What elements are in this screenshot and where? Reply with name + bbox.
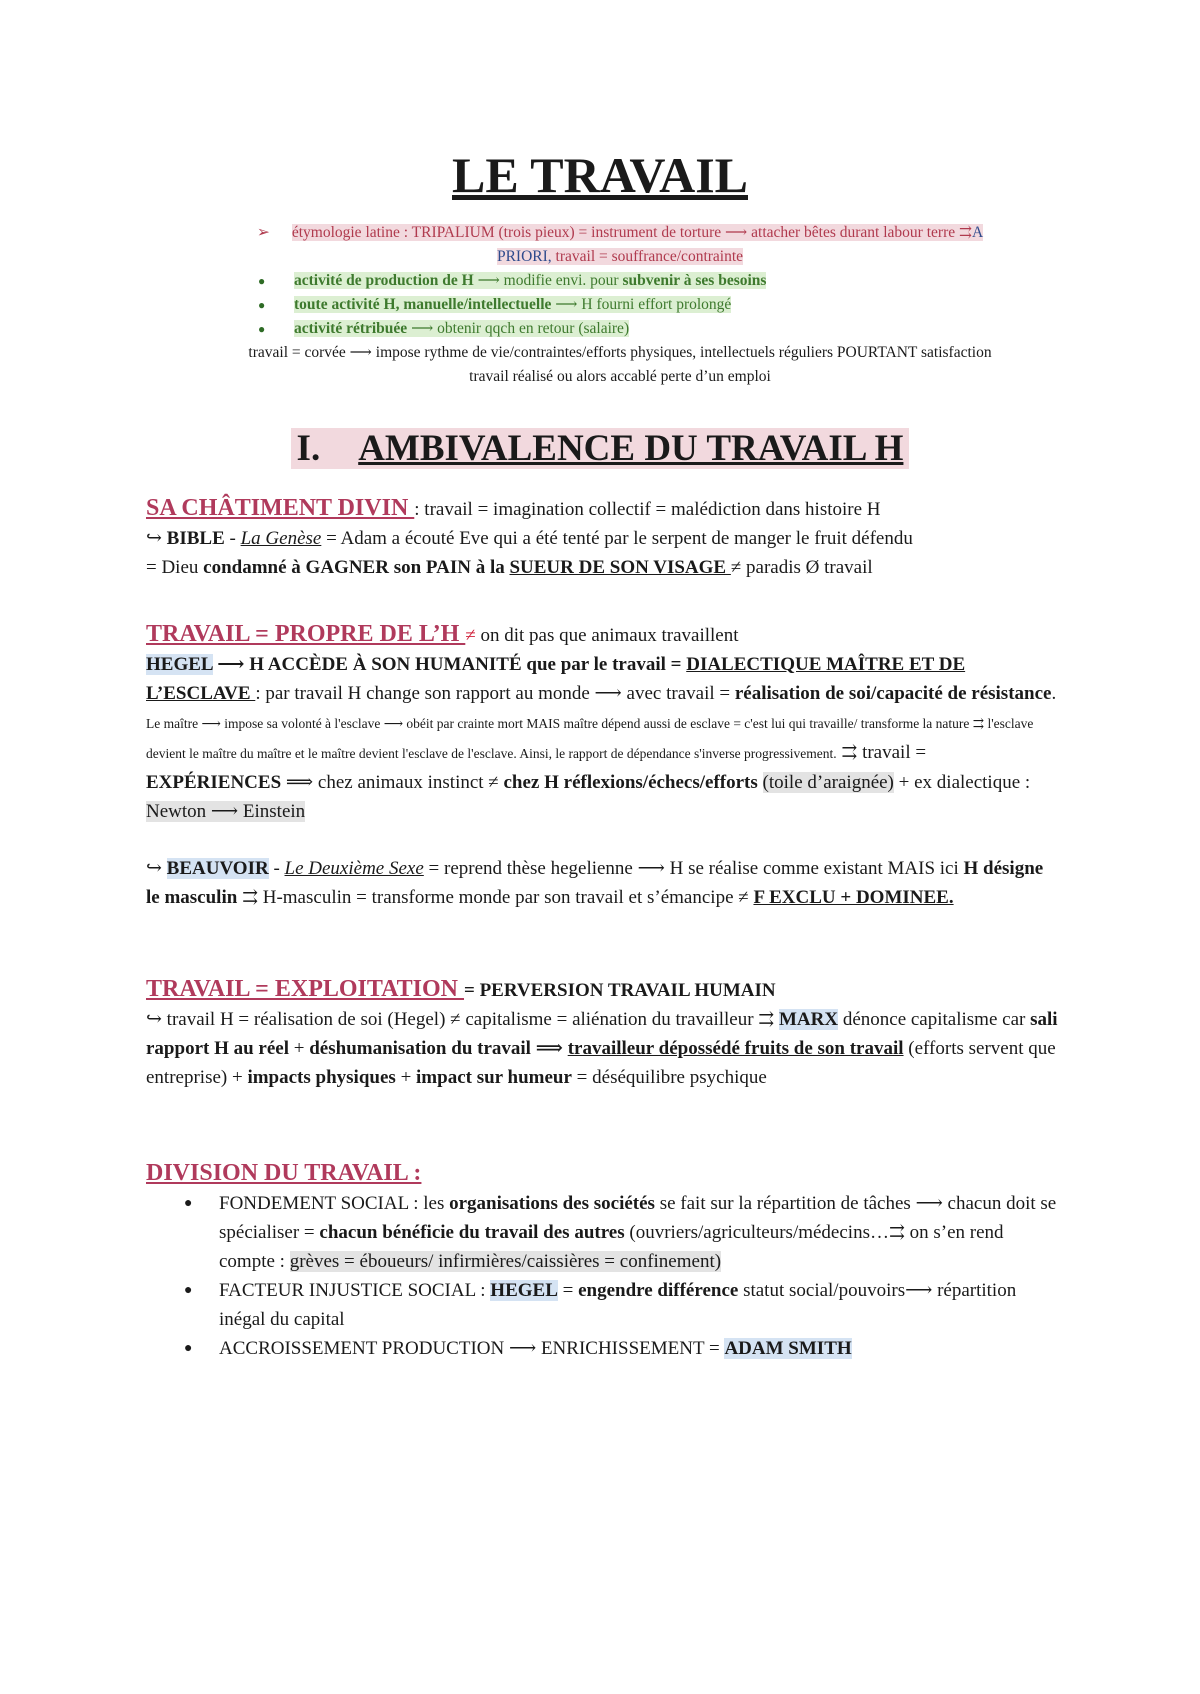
chatiment-block: SA CHÂTIMENT DIVIN : travail = imagination collectif = malédiction dans histoire H ↪ BIBLE - La Genèse = Adam a écouté Eve qui a été tenté par le serpent de manger le fruit défendu = Dieu condamné à GAGNER son PAIN à la SUEUR DE SON VISAGE ≠ paradis Ø travail [146,495,913,578]
hook-arrow-icon: ↪ [146,528,162,549]
intro-block [180,221,1060,389]
name-hegel: HEGEL [146,654,213,675]
etymology-text: étymologie latine : TRIPALIUM (trois pieux) = instrument de torture ⟶ attacher bêtes durant labour terre ⇉ [291,224,972,241]
section-title [0,425,1200,473]
list-item: ● toute activité H, manuelle/intellectuelle ⟶ H fourni effort prolongé [258,293,1060,317]
subheading-propre: TRAVAIL = PROPRE DE L’H [146,621,466,647]
list-item: ● FONDEMENT SOCIAL : les organisations des sociétés se fait sur la répartition de tâches ⟶ chacun doit se spécialiser = chacun bénéficie du travail des autres (ouvriers/agriculteurs/médecins…⇉ on s’en rend compte : grèves = éboueurs/ infirmières/caissières = confinement) [219,1189,1061,1276]
definition-list [180,269,1060,341]
name-hegel: HEGEL [490,1280,558,1301]
etymology-rest: travail = souffrance/contrainte [551,248,744,265]
division-block [146,1159,1061,1363]
name-marx: MARX [778,1009,839,1030]
subheading-division: DIVISION DU TRAVAIL : [146,1160,422,1186]
bullet-icon: ● [184,1341,193,1356]
bullet-icon: ● [184,1196,193,1211]
page-title: LE TRAVAIL [452,147,748,203]
list-item: ● activité de production de H ⟶ modifie envi. pour subvenir à ses besoins [258,269,1060,293]
book-title-deuxieme-sexe: Le Deuxième Sexe [284,858,424,879]
arrow-bullet-icon: ➢ [256,224,270,241]
subheading-chatiment: SA CHÂTIMENT DIVIN [146,495,415,521]
hook-arrow-icon: ↪ [146,1009,162,1030]
hook-arrow-icon: ↪ [146,858,162,879]
corvee-paragraph: travail = corvée ⟶ impose rythme de vie/contraintes/efforts physiques, intellectuels réguliers POURTANT satisfaction travail réalisé ou alors accablé perte d’un emploi [248,344,992,385]
exploitation-block: TRAVAIL = EXPLOITATION = PERVERSION TRAVAIL HUMAIN ↪ travail H = réalisation de soi (Hegel) ≠ capitalisme = aliénation du travailleur ⇉ MARX dénonce capitalisme car sali rapport H au réel + déshumanisation du travail ⟹ travailleur dépossédé fruits de son travail (efforts servent que entreprise) + impacts physiques + impact sur humeur = déséquilibre psychique [146,976,1058,1088]
subheading-exploitation: TRAVAIL = EXPLOITATION [146,976,464,1002]
name-adam-smith: ADAM SMITH [724,1338,852,1359]
bullet-icon: ● [184,1283,193,1298]
name-beauvoir: BEAUVOIR [166,858,269,879]
list-item: ● FACTEUR INJUSTICE SOCIAL : HEGEL = engendre différence statut social/pouvoirs⟶ répartition inégal du capital [219,1276,1061,1334]
book-title-genese: La Genèse [240,528,322,549]
etymology-priori: PRIORI, [496,248,552,265]
list-item: ● activité rétribuée ⟶ obtenir qqch en retour (salaire) [258,317,1060,341]
etymology-line [180,221,1060,269]
section-numeral: I. [296,428,321,469]
master-slave-note: Le maître ⟶ impose sa volonté à l'esclave ⟶ obéit par crainte mort MAIS maître dépend aussi de esclave = c'est lui qui travaille/ transforme la nature ⇉ l'esclave devient le maître du maître et le maître devient l'esclave de l'esclave. Ainsi, le rapport de dépendance s'inverse progressivement. [146,716,1034,761]
list-item: ● ACCROISSEMENT PRODUCTION ⟶ ENRICHISSEMENT = ADAM SMITH [219,1334,1061,1363]
propre-block: TRAVAIL = PROPRE DE L’H ≠ on dit pas que animaux travaillent HEGEL ⟶ H ACCÈDE À SON HUMANITÉ que par le travail = DIALECTIQUE MAÎTRE ET DE L’ESCLAVE : par travail H change son rapport au monde ⟶ avec travail = réalisation de soi/capacité de résistance. Le maître ⟶ impose sa volonté à l'esclave ⟶ obéit par crainte mort MAIS maître dépend aussi de esclave = c'est lui qui travaille/ transforme la nature ⇉ l'esclave devient le maître du maître et le maître devient l'esclave de l'esclave. Ainsi, le rapport de dépendance s'inverse progressivement. ⇉ travail = EXPÉRIENCES ⟹ chez animaux instinct ≠ chez H réflexions/échecs/efforts (toile d’araignée) + ex dialectique : Newton ⟶ Einstein ↪ BEAUVOIR - Le Deuxième Sexe = reprend thèse hegelienne ⟶ H se réalise comme existant MAIS ici H désigne le masculin ⇉ H-masculin = transforme monde par son travail et s’émancipe ≠ F EXCLU + DOMINEE. [146,621,1057,908]
section-heading-text: AMBIVALENCE DU TRAVAIL H [358,428,904,469]
etymology-a: A [971,224,984,241]
division-list [146,1189,1061,1363]
